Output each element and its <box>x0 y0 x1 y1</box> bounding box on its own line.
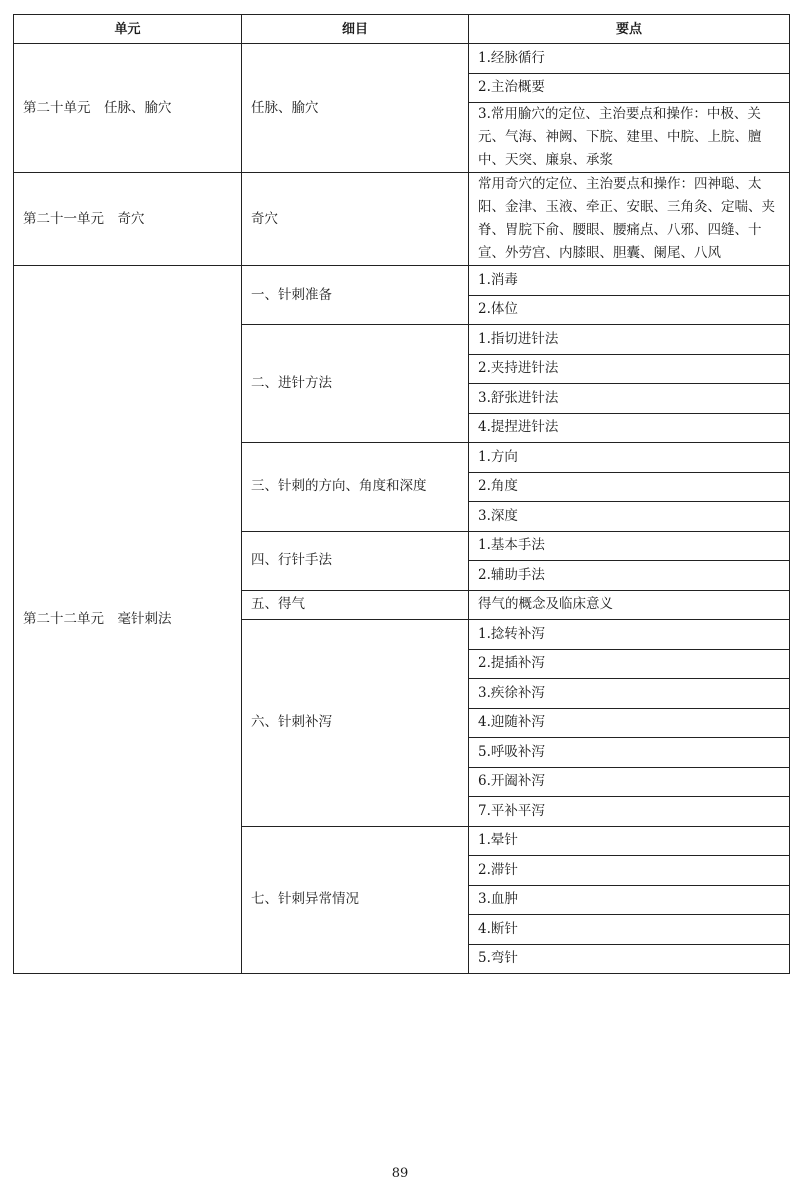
point-cell: 3.常用腧穴的定位、主治要点和操作：中极、关元、气海、神阙、下脘、建里、中脘、上脘、膻中、天突、廉泉、承浆 <box>469 103 790 173</box>
point-cell: 1.消毒 <box>469 266 790 296</box>
point-cell: 2.滞针 <box>469 856 790 886</box>
unit-cell: 第二十二单元 毫针刺法 <box>14 266 242 974</box>
point-cell: 7.平补平泻 <box>469 797 790 827</box>
table-row <box>14 173 790 266</box>
point-cell: 2.提插补泻 <box>469 649 790 679</box>
point-cell: 1.捻转补泻 <box>469 620 790 650</box>
table-row <box>14 44 790 74</box>
point-cell: 2.角度 <box>469 472 790 502</box>
detail-cell: 七、针刺异常情况 <box>242 826 469 974</box>
point-cell: 2.辅助手法 <box>469 561 790 591</box>
point-cell: 3.深度 <box>469 502 790 532</box>
detail-cell: 六、针刺补泻 <box>242 620 469 827</box>
point-cell: 6.开阖补泻 <box>469 767 790 797</box>
point-cell: 3.疾徐补泻 <box>469 679 790 709</box>
header-unit: 单元 <box>14 15 242 44</box>
detail-cell: 四、行针手法 <box>242 531 469 590</box>
point-cell: 2.主治概要 <box>469 73 790 103</box>
point-cell: 常用奇穴的定位、主治要点和操作：四神聪、太阳、金津、玉液、牵正、安眠、三角灸、定喘、夹脊、胃脘下俞、腰眼、腰痛点、八邪、四缝、十宣、外劳宫、内膝眼、胆囊、阑尾、八风 <box>469 173 790 266</box>
detail-cell: 三、针刺的方向、角度和深度 <box>242 443 469 532</box>
point-cell: 4.提捏进针法 <box>469 413 790 443</box>
point-cell: 2.夹持进针法 <box>469 354 790 384</box>
syllabus-table <box>13 14 790 974</box>
header-detail: 细目 <box>242 15 469 44</box>
point-cell: 2.体位 <box>469 295 790 325</box>
point-cell: 1.方向 <box>469 443 790 473</box>
point-cell: 1.指切进针法 <box>469 325 790 355</box>
table-row <box>14 266 790 296</box>
detail-cell: 二、进针方法 <box>242 325 469 443</box>
point-cell: 1.经脉循行 <box>469 44 790 74</box>
point-cell: 5.弯针 <box>469 944 790 974</box>
point-cell: 3.舒张进针法 <box>469 384 790 414</box>
point-cell: 4.迎随补泻 <box>469 708 790 738</box>
point-cell: 4.断针 <box>469 915 790 945</box>
unit-cell: 第二十一单元 奇穴 <box>14 173 242 266</box>
point-cell: 1.基本手法 <box>469 531 790 561</box>
header-row <box>14 15 790 44</box>
detail-cell: 奇穴 <box>242 173 469 266</box>
detail-cell: 五、得气 <box>242 590 469 620</box>
detail-cell: 一、针刺准备 <box>242 266 469 325</box>
point-cell: 5.呼吸补泻 <box>469 738 790 768</box>
page-number: 89 <box>391 1166 409 1181</box>
header-points: 要点 <box>469 15 790 44</box>
point-cell: 得气的概念及临床意义 <box>469 590 790 620</box>
point-cell: 1.晕针 <box>469 826 790 856</box>
unit-cell: 第二十单元 任脉、腧穴 <box>14 44 242 173</box>
point-cell: 3.血肿 <box>469 885 790 915</box>
detail-cell: 任脉、腧穴 <box>242 44 469 173</box>
